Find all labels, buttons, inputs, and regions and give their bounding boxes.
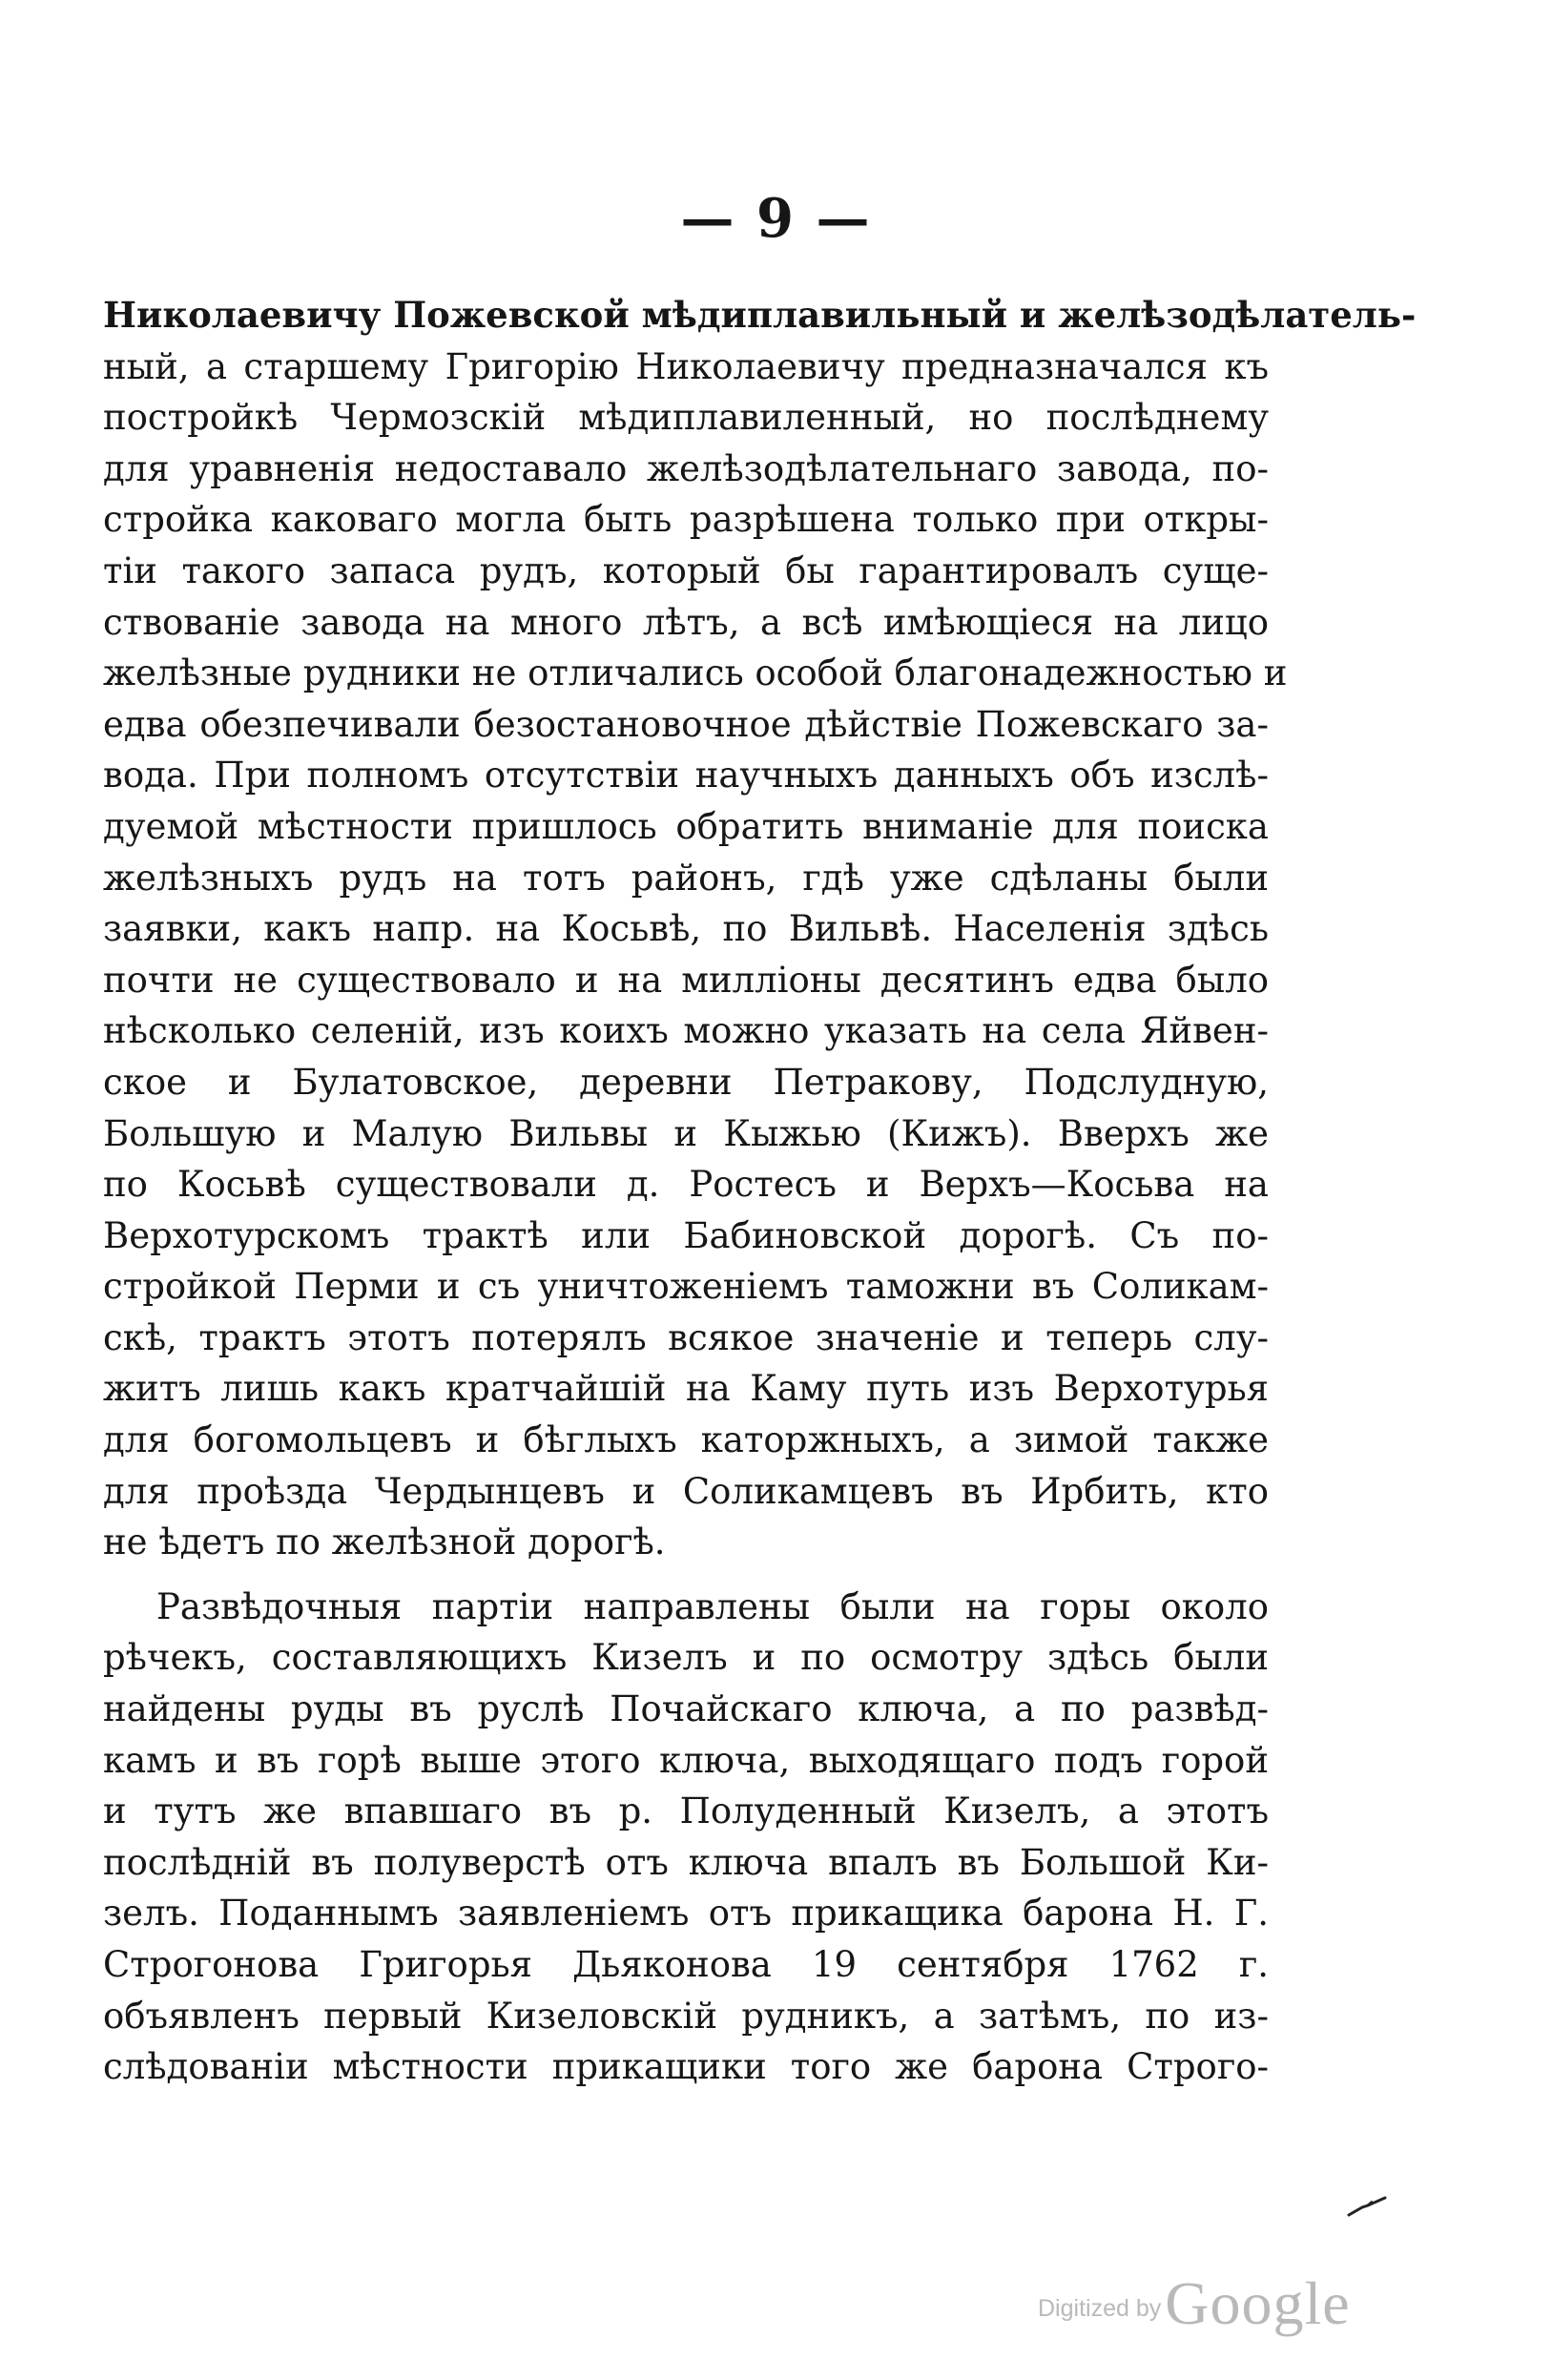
text-line: рѣчекъ, составляющихъ Кизелъ и по осмотру здѣсь были — [103, 1637, 1269, 1679]
watermark-prefix: Digitized by — [1038, 2295, 1162, 2322]
body-text — [103, 290, 1417, 2093]
text-line: постройкѣ Чермозскій мѣдиплавиленный, но послѣднему — [103, 397, 1269, 439]
text-line: заявки, какъ напр. на Косьвѣ, по Вильвѣ. Населенія здѣсь — [103, 908, 1269, 950]
text-line: объявленъ первый Кизеловскій рудникъ, а затѣмъ, по из- — [103, 1995, 1269, 2037]
google-logo: Google — [1165, 2269, 1351, 2337]
text-line: житъ лишь какъ кратчайшій на Каму путь изъ Верхотурья — [103, 1368, 1269, 1410]
text-line: почти не существовало и на милліоны десятинъ едва было — [103, 959, 1269, 1001]
text-line: ный, а старшему Григорію Николаевичу предназначался къ — [103, 345, 1269, 387]
text-line: дуемой мѣстности пришлось обратить вниманіе для поиска — [103, 805, 1269, 847]
text-line: послѣдній въ полуверстѣ отъ ключа впалъ въ Большой Ки- — [103, 1841, 1269, 1883]
text-line: зелъ. Поданнымъ заявленіемъ отъ прикащика барона Н. Г. — [103, 1893, 1269, 1935]
text-line: стройка каковаго могла быть разрѣшена только при откры- — [103, 499, 1269, 541]
text-line: для проѣзда Чердынцевъ и Соликамцевъ въ Ирбить, кто — [103, 1470, 1269, 1512]
text-line: Николаевичу Пожевской мѣдиплавильный и желѣзодѣлатель- — [103, 294, 1417, 336]
text-line: едва обезпечивали безостановочное дѣйствіе Пожевскаго за- — [103, 703, 1269, 745]
digitized-by-google-watermark — [1038, 2268, 1351, 2339]
text-line: для уравненія недоставало желѣзодѣлательнаго завода, по- — [103, 447, 1269, 489]
text-line: нѣсколько селеній, изъ коихъ можно указать на села Яйвен- — [103, 1010, 1269, 1052]
text-line: для богомольцевъ и бѣглыхъ каторжныхъ, а зимой также — [103, 1419, 1269, 1461]
text-line: тіи такого запаса рудъ, который бы гарантировалъ суще- — [103, 549, 1269, 591]
text-line: по Косьвѣ существовали д. Ростесъ и Верхъ—Косьва на — [103, 1164, 1269, 1206]
text-line: Строгонова Григорья Дьяконова 19 сентября 1762 г. — [103, 1944, 1269, 1985]
text-line: и тутъ же впавшаго въ р. Полуденный Кизелъ, а этотъ — [103, 1790, 1269, 1832]
page-number: — 9 — — [680, 187, 872, 250]
text-line: Верхотурскомъ трактѣ или Бабиновской дорогѣ. Съ по- — [103, 1214, 1269, 1256]
text-line: вода. При полномъ отсутствіи научныхъ данныхъ объ изслѣ- — [103, 755, 1269, 797]
paragraph-2 — [103, 1582, 1269, 2093]
text-line: слѣдованіи мѣстности прикащики того же барона Строго- — [103, 2046, 1269, 2088]
text-line: желѣзные рудники не отличались особой благонадежностью и — [103, 652, 1288, 694]
text-line: стройкой Перми и съ уничтоженіемъ таможни въ Соликам- — [103, 1266, 1269, 1308]
text-line: ствованіе завода на много лѣтъ, а всѣ имѣющіеся на лицо — [103, 601, 1269, 643]
text-line: желѣзныхъ рудъ на тотъ районъ, гдѣ уже сдѣланы были — [103, 857, 1269, 899]
paragraph-1 — [103, 290, 1417, 1568]
text-line: найдены руды въ руслѣ Почайскаго ключа, а по развѣд- — [103, 1688, 1269, 1730]
text-line: ское и Булатовское, деревни Петракову, Подслудную, — [103, 1061, 1269, 1103]
text-line: скѣ, трактъ этотъ потерялъ всякое значеніе и теперь слу- — [103, 1316, 1269, 1358]
text-line: камъ и въ горѣ выше этого ключа, выходящаго подъ горой — [103, 1739, 1269, 1781]
pen-stroke-mark — [1347, 2196, 1387, 2217]
text-line: не ѣдетъ по желѣзной дорогѣ. — [103, 1521, 666, 1563]
text-line: Большую и Малую Вильвы и Кыжью (Кижъ). Вверхъ же — [103, 1112, 1269, 1154]
text-line: Развѣдочныя партіи направлены были на горы около — [156, 1585, 1269, 1627]
